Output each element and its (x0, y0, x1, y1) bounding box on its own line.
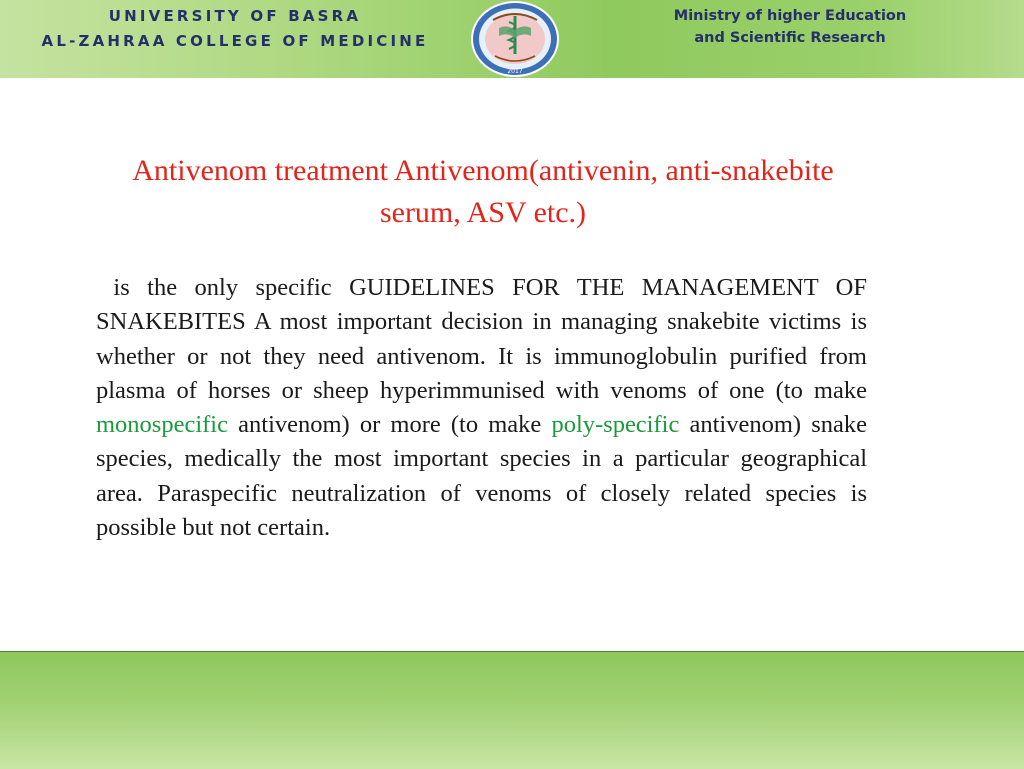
ministry-line-2: and Scientific Research (694, 30, 886, 46)
body-text-part-1: is the only specific GUIDELINES FOR THE MANAGEMENT OF SNAKEBITES A most important decision in managing snakebite victims is whether or not they need antivenom. It is immunoglobulin purified from plasma of horses or sheep hyperimmunised with venoms of one (to make (96, 274, 867, 404)
body-text-part-3: antivenom) snake species, medically the most important species in a particular geographical area. Paraspecific neutralization of venoms of closely related species is possible but not certain. (96, 411, 867, 542)
header-band (0, 0, 1024, 78)
ministry-line-1: Ministry of higher Education (673, 8, 907, 24)
college-name: AL-ZAHRAA COLLEGE OF MEDICINE (41, 32, 429, 50)
slide-title: Antivenom treatment Antivenom(antivenin, anti-snakebite serum, ASV etc.) (132, 154, 834, 229)
slide-body (96, 271, 867, 545)
footer-band (0, 651, 1024, 769)
university-name: UNIVERSITY OF BASRA (108, 7, 362, 25)
seal-year: 2017 (507, 68, 523, 75)
body-text-part-2: antivenom) or more (to make (238, 411, 542, 439)
highlight-monospecific: monospecific (96, 411, 228, 439)
college-seal-icon (469, 0, 561, 78)
ministry-block (630, 5, 950, 49)
highlight-poly-specific: poly-specific (551, 411, 680, 439)
